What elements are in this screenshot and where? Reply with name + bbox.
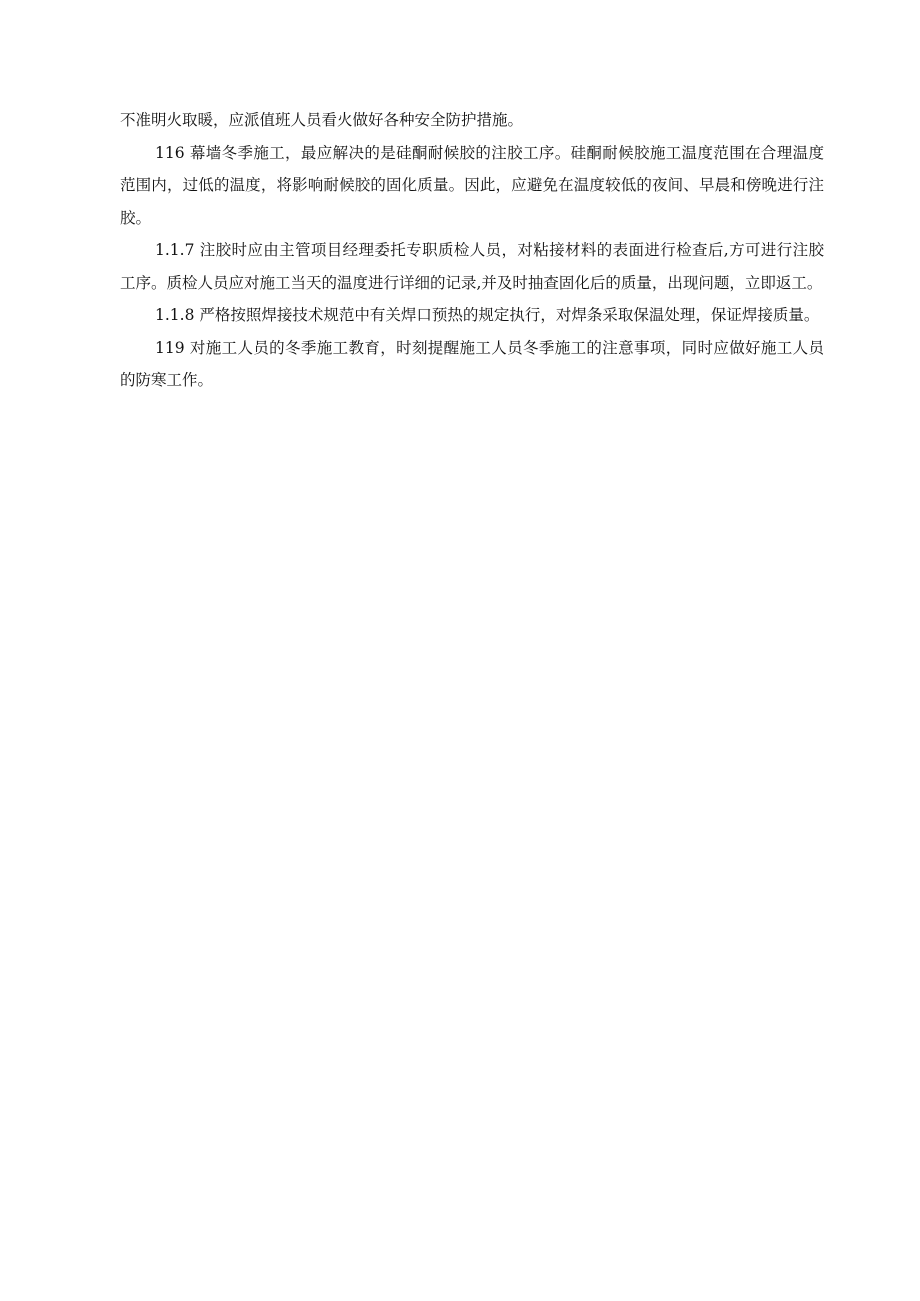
paragraph-119: 119 对施工人员的冬季施工教育，时刻提醒施工人员冬季施工的注意事项，同时应做好施工人员的防寒工作。 <box>120 338 824 389</box>
paragraph-continuation: 不准明火取暖，应派值班人员看火做好各种安全防护措施。 <box>120 111 524 129</box>
paragraph-116: 116 幕墙冬季施工，最应解决的是硅酮耐候胶的注胶工序。硅酮耐候胶施工温度范围在合理温度范围内，过低的温度，将影响耐候胶的固化质量。因此，应避免在温度较低的夜间、早晨和傍晚进行注胶。 <box>120 143 824 227</box>
paragraph-1-1-7: 1.1.7 注胶时应由主管项目经理委托专职质检人员，对粘接材料的表面进行检查后,方可进行注胶工序。质检人员应对施工当天的温度进行详细的记录,并及时抽查固化后的质量，出现问题，立即返工。 <box>120 241 824 292</box>
paragraph-1-1-8: 1.1.8 严格按照焊接技术规范中有关焊口预热的规定执行，对焊条采取保温处理，保证焊接质量。 <box>155 306 820 324</box>
document-body <box>120 104 824 397</box>
